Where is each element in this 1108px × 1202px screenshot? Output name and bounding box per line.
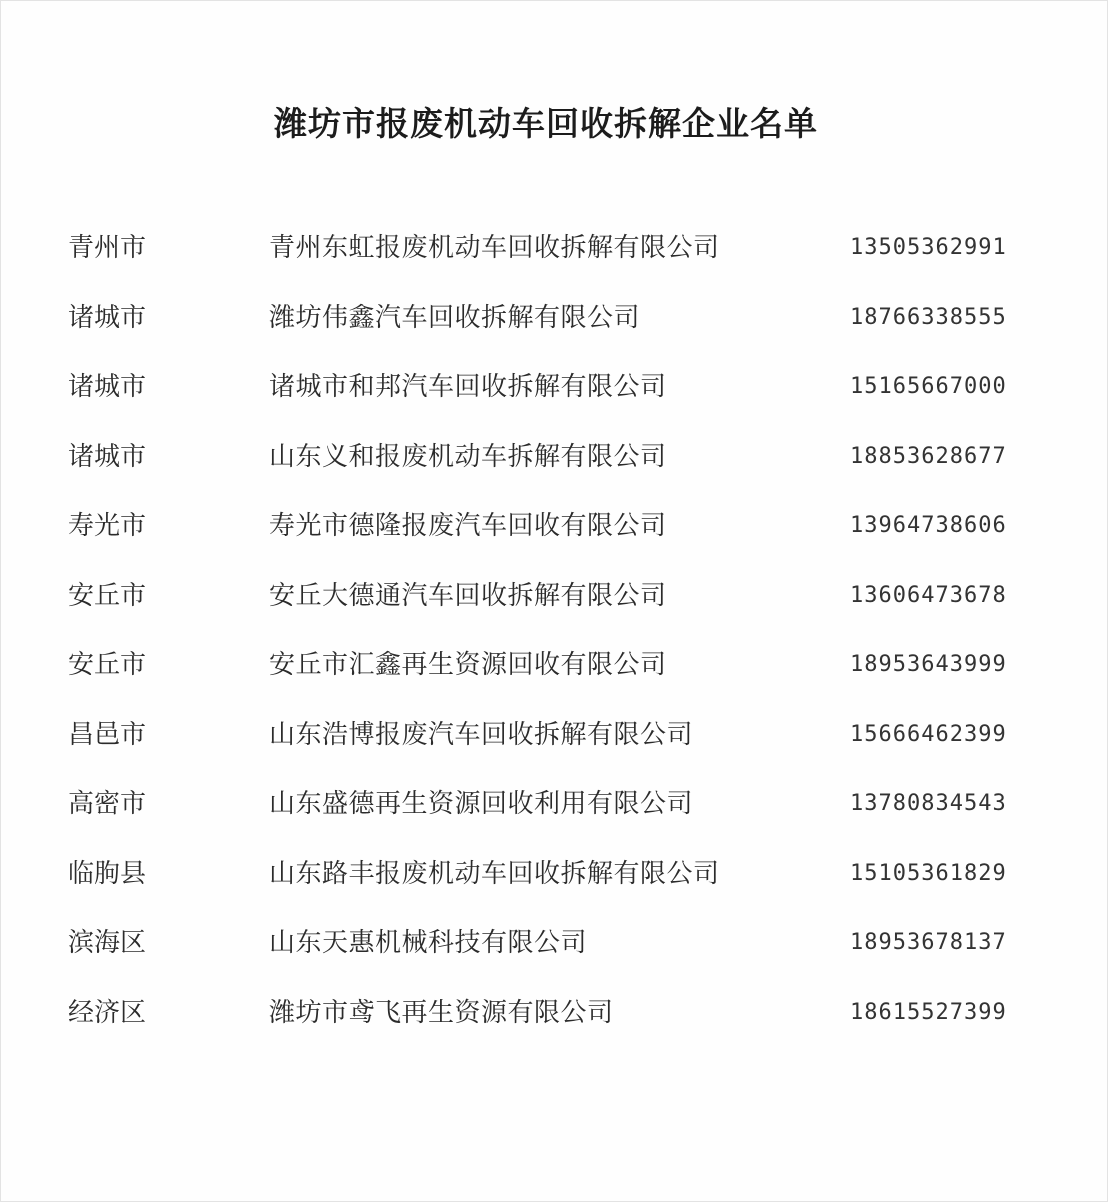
- company-name: 山东天惠机械科技有限公司: [269, 928, 588, 958]
- district-name: 青州市: [68, 233, 147, 263]
- list-item: [1, 640, 1108, 710]
- company-name: 山东盛德再生资源回收利用有限公司: [269, 789, 694, 819]
- district-name: 诸城市: [68, 302, 147, 333]
- list-item: [1, 918, 1108, 988]
- district-name: 安丘市: [68, 580, 147, 611]
- phone-number: 18853628677: [850, 443, 1007, 469]
- district-name: 安丘市: [68, 650, 147, 680]
- company-name: 山东义和报废机动车拆解有限公司: [269, 441, 667, 472]
- company-name: 寿光市德隆报废汽车回收有限公司: [269, 511, 667, 541]
- company-name: 潍坊伟鑫汽车回收拆解有限公司: [269, 302, 641, 333]
- company-name: 安丘大德通汽车回收拆解有限公司: [269, 580, 667, 611]
- district-name: 高密市: [68, 789, 147, 819]
- list-item: [1, 362, 1108, 432]
- district-name: 临朐县: [68, 858, 147, 889]
- company-name: 潍坊市鸢飞再生资源有限公司: [269, 997, 614, 1028]
- district-name: 经济区: [68, 997, 147, 1028]
- phone-number: 18953643999: [850, 652, 1007, 677]
- list-item: [1, 988, 1108, 1058]
- list-item: [1, 710, 1108, 780]
- district-name: 寿光市: [68, 511, 147, 541]
- company-name: 山东路丰报废机动车回收拆解有限公司: [269, 858, 720, 889]
- company-name: 青州东虹报废机动车回收拆解有限公司: [269, 233, 720, 263]
- district-name: 滨海区: [68, 928, 147, 958]
- phone-number: 13606473678: [850, 582, 1007, 608]
- phone-number: 13780834543: [850, 791, 1007, 816]
- list-item: [1, 293, 1108, 363]
- phone-number: 18953678137: [850, 930, 1007, 955]
- district-name: 诸城市: [68, 372, 147, 402]
- phone-number: 13505362991: [850, 235, 1007, 260]
- phone-number: 15105361829: [850, 860, 1007, 886]
- list-item: [1, 223, 1108, 293]
- company-name: 诸城市和邦汽车回收拆解有限公司: [269, 372, 667, 402]
- company-list: [1, 223, 1108, 1057]
- phone-number: 15666462399: [850, 721, 1007, 747]
- list-item: [1, 571, 1108, 641]
- phone-number: 15165667000: [850, 374, 1007, 399]
- list-item: [1, 501, 1108, 571]
- list-item: [1, 779, 1108, 849]
- phone-number: 18615527399: [850, 999, 1007, 1025]
- phone-number: 13964738606: [850, 513, 1007, 538]
- district-name: 诸城市: [68, 441, 147, 472]
- document-title: 潍坊市报废机动车回收拆解企业名单: [274, 104, 818, 143]
- district-name: 昌邑市: [68, 719, 147, 750]
- phone-number: 18766338555: [850, 304, 1007, 330]
- list-item: [1, 849, 1108, 919]
- company-name: 安丘市汇鑫再生资源回收有限公司: [269, 650, 667, 680]
- company-name: 山东浩博报废汽车回收拆解有限公司: [269, 719, 694, 750]
- list-item: [1, 432, 1108, 502]
